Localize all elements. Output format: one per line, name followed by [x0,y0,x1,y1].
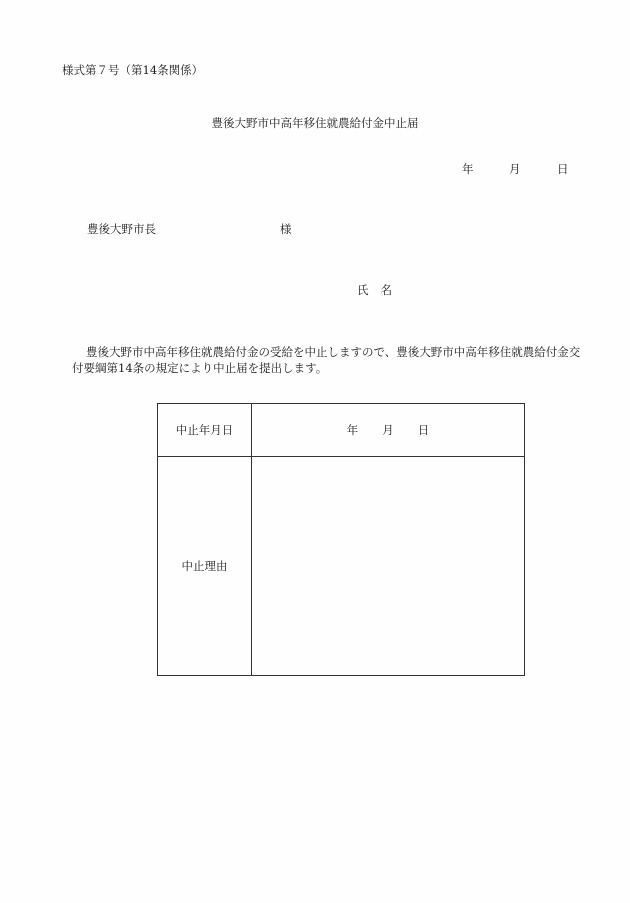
name-label-part-1: 氏 [357,283,369,297]
applicant-name-label [357,285,392,297]
date-day-label: 日 [557,162,569,176]
date-month-label: 月 [509,162,521,176]
cancel-date-month: 月 [382,423,394,437]
recipient-name: 豊後大野市長 [87,222,156,236]
table-row-cancel-reason [158,457,525,676]
cancel-date-day: 日 [417,423,430,437]
cancel-reason-label: 中止理由 [158,457,252,676]
date-year-label: 年 [462,162,474,176]
cancellation-table [157,403,525,676]
name-label-part-2: 名 [380,283,392,297]
cancel-date-year: 年 [346,423,359,437]
cancel-reason-field[interactable] [252,457,525,676]
form-number: 様式第７号（第14条関係） [62,63,204,77]
cancel-date-field[interactable] [252,404,525,457]
document-title: 豊後大野市中高年移住就農給付金中止届 [211,116,419,130]
cancel-date-label: 中止年月日 [158,404,252,457]
body-paragraph: 豊後大野市中高年移住就農給付金の受給を中止しますので、豊後大野市中高年移住就農給付金交付要綱第14条の規定により中止届を提出します。 [72,345,581,375]
recipient-honorific: 様 [280,222,292,236]
table-row-cancel-date [158,404,525,457]
